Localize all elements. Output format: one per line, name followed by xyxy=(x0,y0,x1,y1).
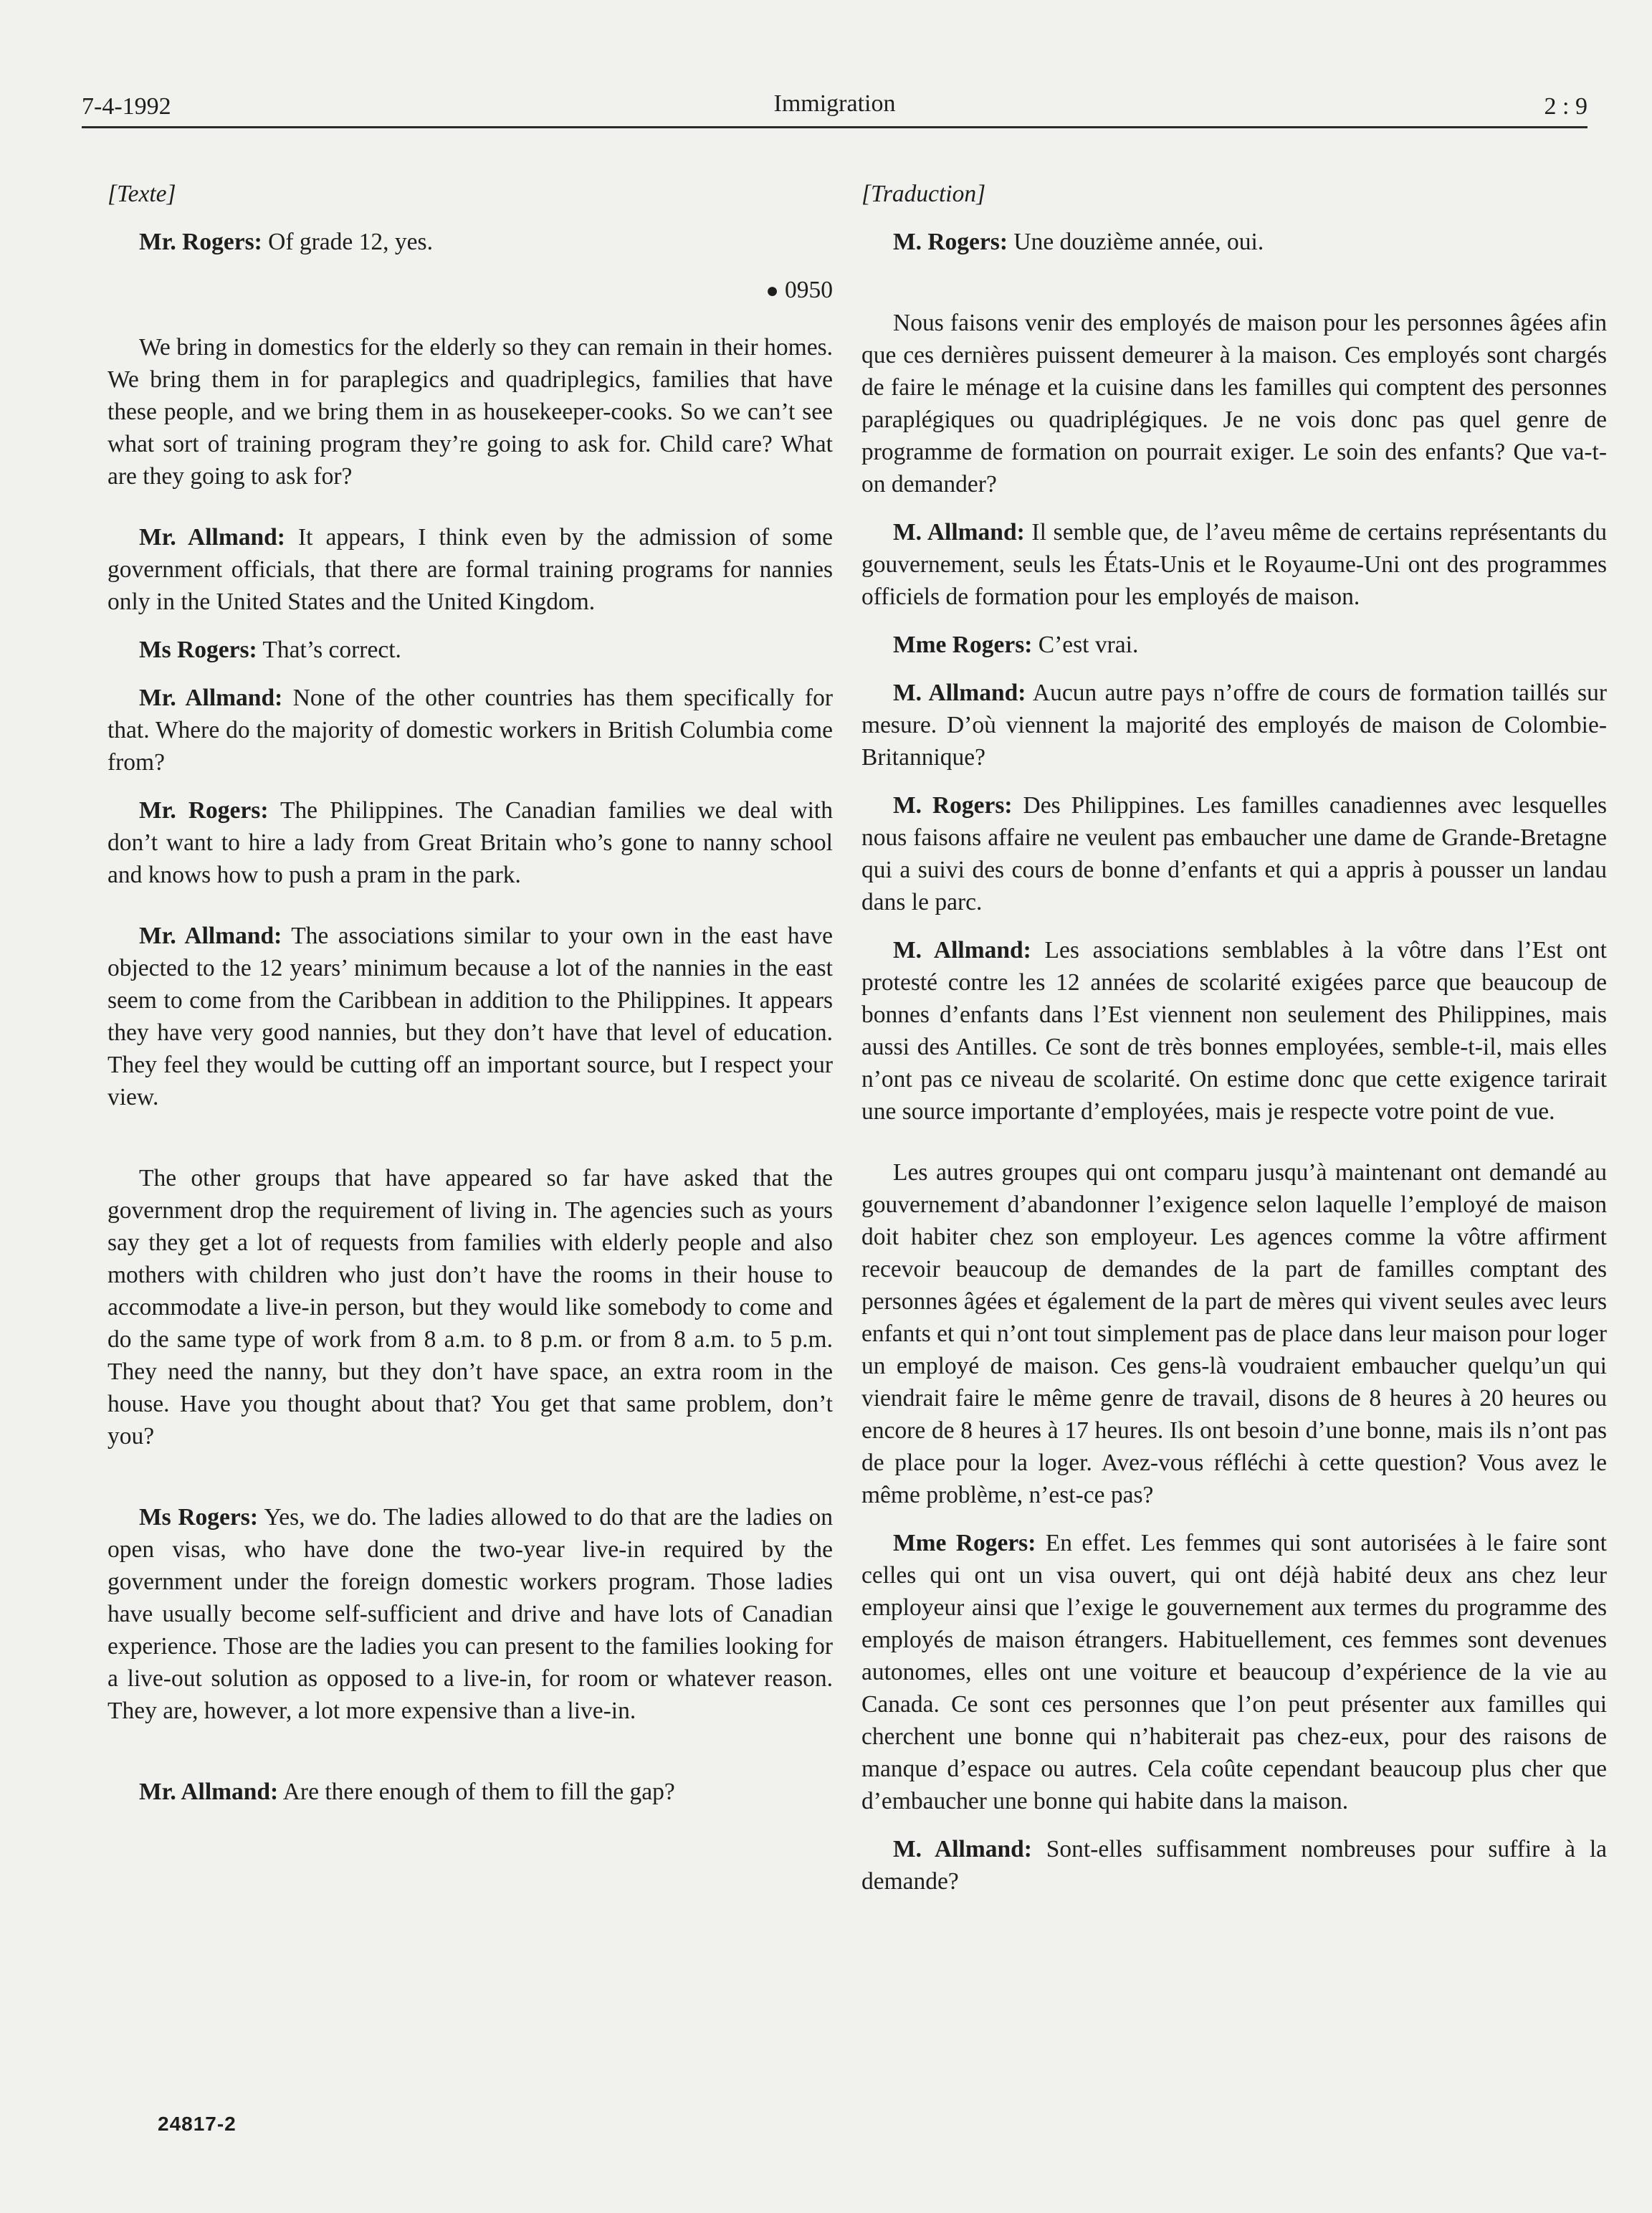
speaker-name: Ms Rogers: xyxy=(139,1504,258,1531)
speaker-name: Mr. Allmand: xyxy=(139,524,285,551)
entry-text: Yes, we do. The ladies allowed to do that are the ladies on open visas, who have done the two-year live-in required by the government under the foreign domestic workers program. Those ladies have usually become self-sufficient and drive and have lots of Canadian experience. Those are the ladies you can present to the families looking for a live-out solution as opposed to a live-in, for room or whatever reason. They are, however, a lot more expensive than a live-in. xyxy=(108,1504,833,1724)
entry-text: Une douzième année, oui. xyxy=(1008,229,1264,255)
entry-text: En effet. Les femmes qui sont autorisées à le faire sont celles qui ont un visa ouvert, qui ont déjà habité deux ans chez leur employeur ainsi que l’exige le gouvernement aux termes du programme des employés de maison étrangers. Habituellement, ces femmes sont devenues autonomes, elles ont une voiture et beaucoup d’expérience de la vie au Canada. Ce sont ces personnes que l’on peut présenter aux familles qui cherchent une bonne qui n’habiterait pas chez-eux, pour des raisons de manque d’espace ou autres. Cela coûte cependant beaucoup plus cher que d’embaucher une bonne qui habite dans la maison. xyxy=(861,1530,1607,1814)
entry-text: None of the other countries has them specifically for that. Where do the majority of domestic workers in British Columbia come from? xyxy=(108,685,833,776)
speaker-name: M. Allmand: xyxy=(893,1836,1032,1862)
speaker-name: M. Rogers: xyxy=(893,229,1008,255)
transcript-entry xyxy=(861,934,1607,1128)
entry-text: Of grade 12, yes. xyxy=(262,229,433,255)
speaker-name: Mr. Allmand: xyxy=(139,685,283,711)
transcript-entry xyxy=(108,521,833,618)
transcript-entry xyxy=(108,1162,833,1452)
speaker-name: M. Allmand: xyxy=(893,680,1026,706)
speaker-name: Ms Rogers: xyxy=(139,637,257,663)
timecode-value: 0950 xyxy=(785,277,833,303)
transcript-entry xyxy=(861,789,1607,918)
transcript-entry xyxy=(861,1527,1607,1817)
entry-text: We bring in domestics for the elderly so they can remain in their homes. We bring them in for paraplegics and quadriplegics, families that have these people, and we bring them in as housekeeper-cooks. So we can’t see what sort of training program they’re going to ask for. Child care? What are they going to ask for? xyxy=(108,334,833,490)
header-date: 7-4-1992 xyxy=(82,93,171,120)
entry-text: It appears, I think even by the admission of some government officials, that there are formal training programs for nannies only in the United States and the United Kingdom. xyxy=(108,524,833,615)
speaker-name: Mr. Allmand: xyxy=(139,1779,279,1805)
speaker-name: Mr. Rogers: xyxy=(139,229,262,255)
entry-text: The Philippines. The Canadian families we deal with don’t want to hire a lady from Great Britain who’s gone to nanny school and knows how to push a pram in the park. xyxy=(108,797,833,888)
entry-text: Nous faisons venir des employés de maison pour les personnes âgées afin que ces dernières puissent demeurer à la maison. Ces employés sont chargés de faire le ménage et la cuisine dans les familles qui comptent des personnes paraplégiques ou quadriplégiques. Je ne vois donc pas quel genre de programme de formation on pourrait exiger. Le soin des enfants? Que va-t-on demander? xyxy=(861,310,1607,498)
entry-text: C’est vrai. xyxy=(1032,632,1139,658)
transcript-entry xyxy=(861,307,1607,500)
speaker-name: Mr. Allmand: xyxy=(139,923,282,949)
transcript-entry xyxy=(108,331,833,492)
page-header xyxy=(82,83,1587,126)
header-title: Immigration xyxy=(773,90,896,117)
transcript-entry xyxy=(108,226,833,258)
entry-text: Les autres groupes qui ont comparu jusqu’à maintenant ont demandé au gouvernement d’abandonner l’exigence selon laquelle l’employé de maison doit habiter chez son employeur. Les agences comme la vôtre affirment recevoir beaucoup de demandes de la part de familles comptant des personnes âgées et également de la part de mères qui vivent seules avec leurs enfants et qui n’ont tout simplement pas de place dans leur maison pour loger un employé de maison. Ces gens-là voudraient embaucher quelqu’un qui viendrait faire le même genre de travail, disons de 8 heures à 20 heures ou encore de 8 heures à 17 heures. Ils ont besoin d’une bonne, mais ils n’ont pas de place pour la loger. Avez-vous réfléchi à cette question? Vous avez le même problème, n’est-ce pas? xyxy=(861,1159,1607,1508)
transcript-entry xyxy=(861,1156,1607,1511)
transcript-entry xyxy=(108,634,833,666)
transcript-entry xyxy=(108,1776,833,1808)
header-rule xyxy=(82,126,1587,128)
language-tag: [Traduction] xyxy=(861,181,986,207)
speaker-name: Mr. Rogers: xyxy=(139,797,269,824)
transcript-entry xyxy=(108,682,833,779)
transcript-entry xyxy=(108,1501,833,1727)
language-tag: [Texte] xyxy=(108,181,176,207)
timecode xyxy=(108,274,833,307)
french-column xyxy=(861,178,1607,1913)
entry-text: The associations similar to your own in the east have objected to the 12 years’ minimum because a lot of the nannies in the east seem to come from the Caribbean in addition to the Philippines. It appears they have very good nannies, but they don’t have that level of education. They feel they would be cutting off an important source, but I respect your view. xyxy=(108,923,833,1110)
entry-text: That’s correct. xyxy=(257,637,401,663)
entry-text: Les associations semblables à la vôtre dans l’Est ont protesté contre les 12 années de scolarité exigées parce que beaucoup de bonnes d’enfants dans l’Est viennent non seulement des Philippines, mais aussi des Antilles. Ce sont de très bonnes employées, semble-t-il, mais elles n’ont pas ce niveau de scolarité. On estime donc que cette exigence tarirait une source importante d’employées, mais je respecte votre point de vue. xyxy=(861,937,1607,1125)
document-code: 24817-2 xyxy=(158,2113,237,2135)
speaker-name: M. Allmand: xyxy=(893,519,1025,546)
entry-text: Des Philippines. Les familles canadiennes avec lesquelles nous faisons affaire ne veulent pas embaucher une dame de Grande-Bretagne qui a suivi des cours de bonne d’enfants et qui a appris à pousser un landau dans le parc. xyxy=(861,792,1608,915)
entry-text: Sont-elles suffisamment nombreuses pour suffire à la demande? xyxy=(861,1836,1607,1895)
transcript-entry xyxy=(108,920,833,1113)
speaker-name: Mme Rogers: xyxy=(893,632,1033,658)
speaker-name: M. Allmand: xyxy=(893,937,1031,963)
entry-text: Aucun autre pays n’offre de cours de formation taillés sur mesure. D’où viennent la majorité des employés de maison de Colombie-Britannique? xyxy=(861,680,1607,771)
speaker-name: Mme Rogers: xyxy=(893,1530,1036,1556)
transcript-entry xyxy=(108,794,833,891)
transcript-entry xyxy=(861,629,1607,661)
transcript-entry xyxy=(861,516,1607,613)
entry-text: Il semble que, de l’aveu même de certains représentants du gouvernement, seuls les États-Unis et le Royaume-Uni ont des programmes officiels de formation pour les employés de maison. xyxy=(861,519,1608,610)
bullet-icon: ● xyxy=(765,279,779,303)
transcript-entry xyxy=(861,677,1607,774)
transcript-entry xyxy=(861,1833,1607,1898)
header-page-number: 2 : 9 xyxy=(1544,93,1587,120)
english-column xyxy=(108,178,833,1824)
transcript-entry xyxy=(861,226,1607,258)
speaker-name: M. Rogers: xyxy=(893,792,1013,819)
entry-text: Are there enough of them to fill the gap? xyxy=(278,1779,675,1805)
entry-text: The other groups that have appeared so far have asked that the government drop the requirement of living in. The agencies such as yours say they get a lot of requests from families with elderly people and also mothers with children who just don’t have the rooms in their house to accommodate a live-in person, but they would like somebody to come and do the same type of work from 8 a.m. to 8 p.m. or from 8 a.m. to 5 p.m. They need the nanny, but they don’t have space, an extra room in the house. Have you thought about that? You get that same problem, don’t you? xyxy=(108,1165,833,1450)
